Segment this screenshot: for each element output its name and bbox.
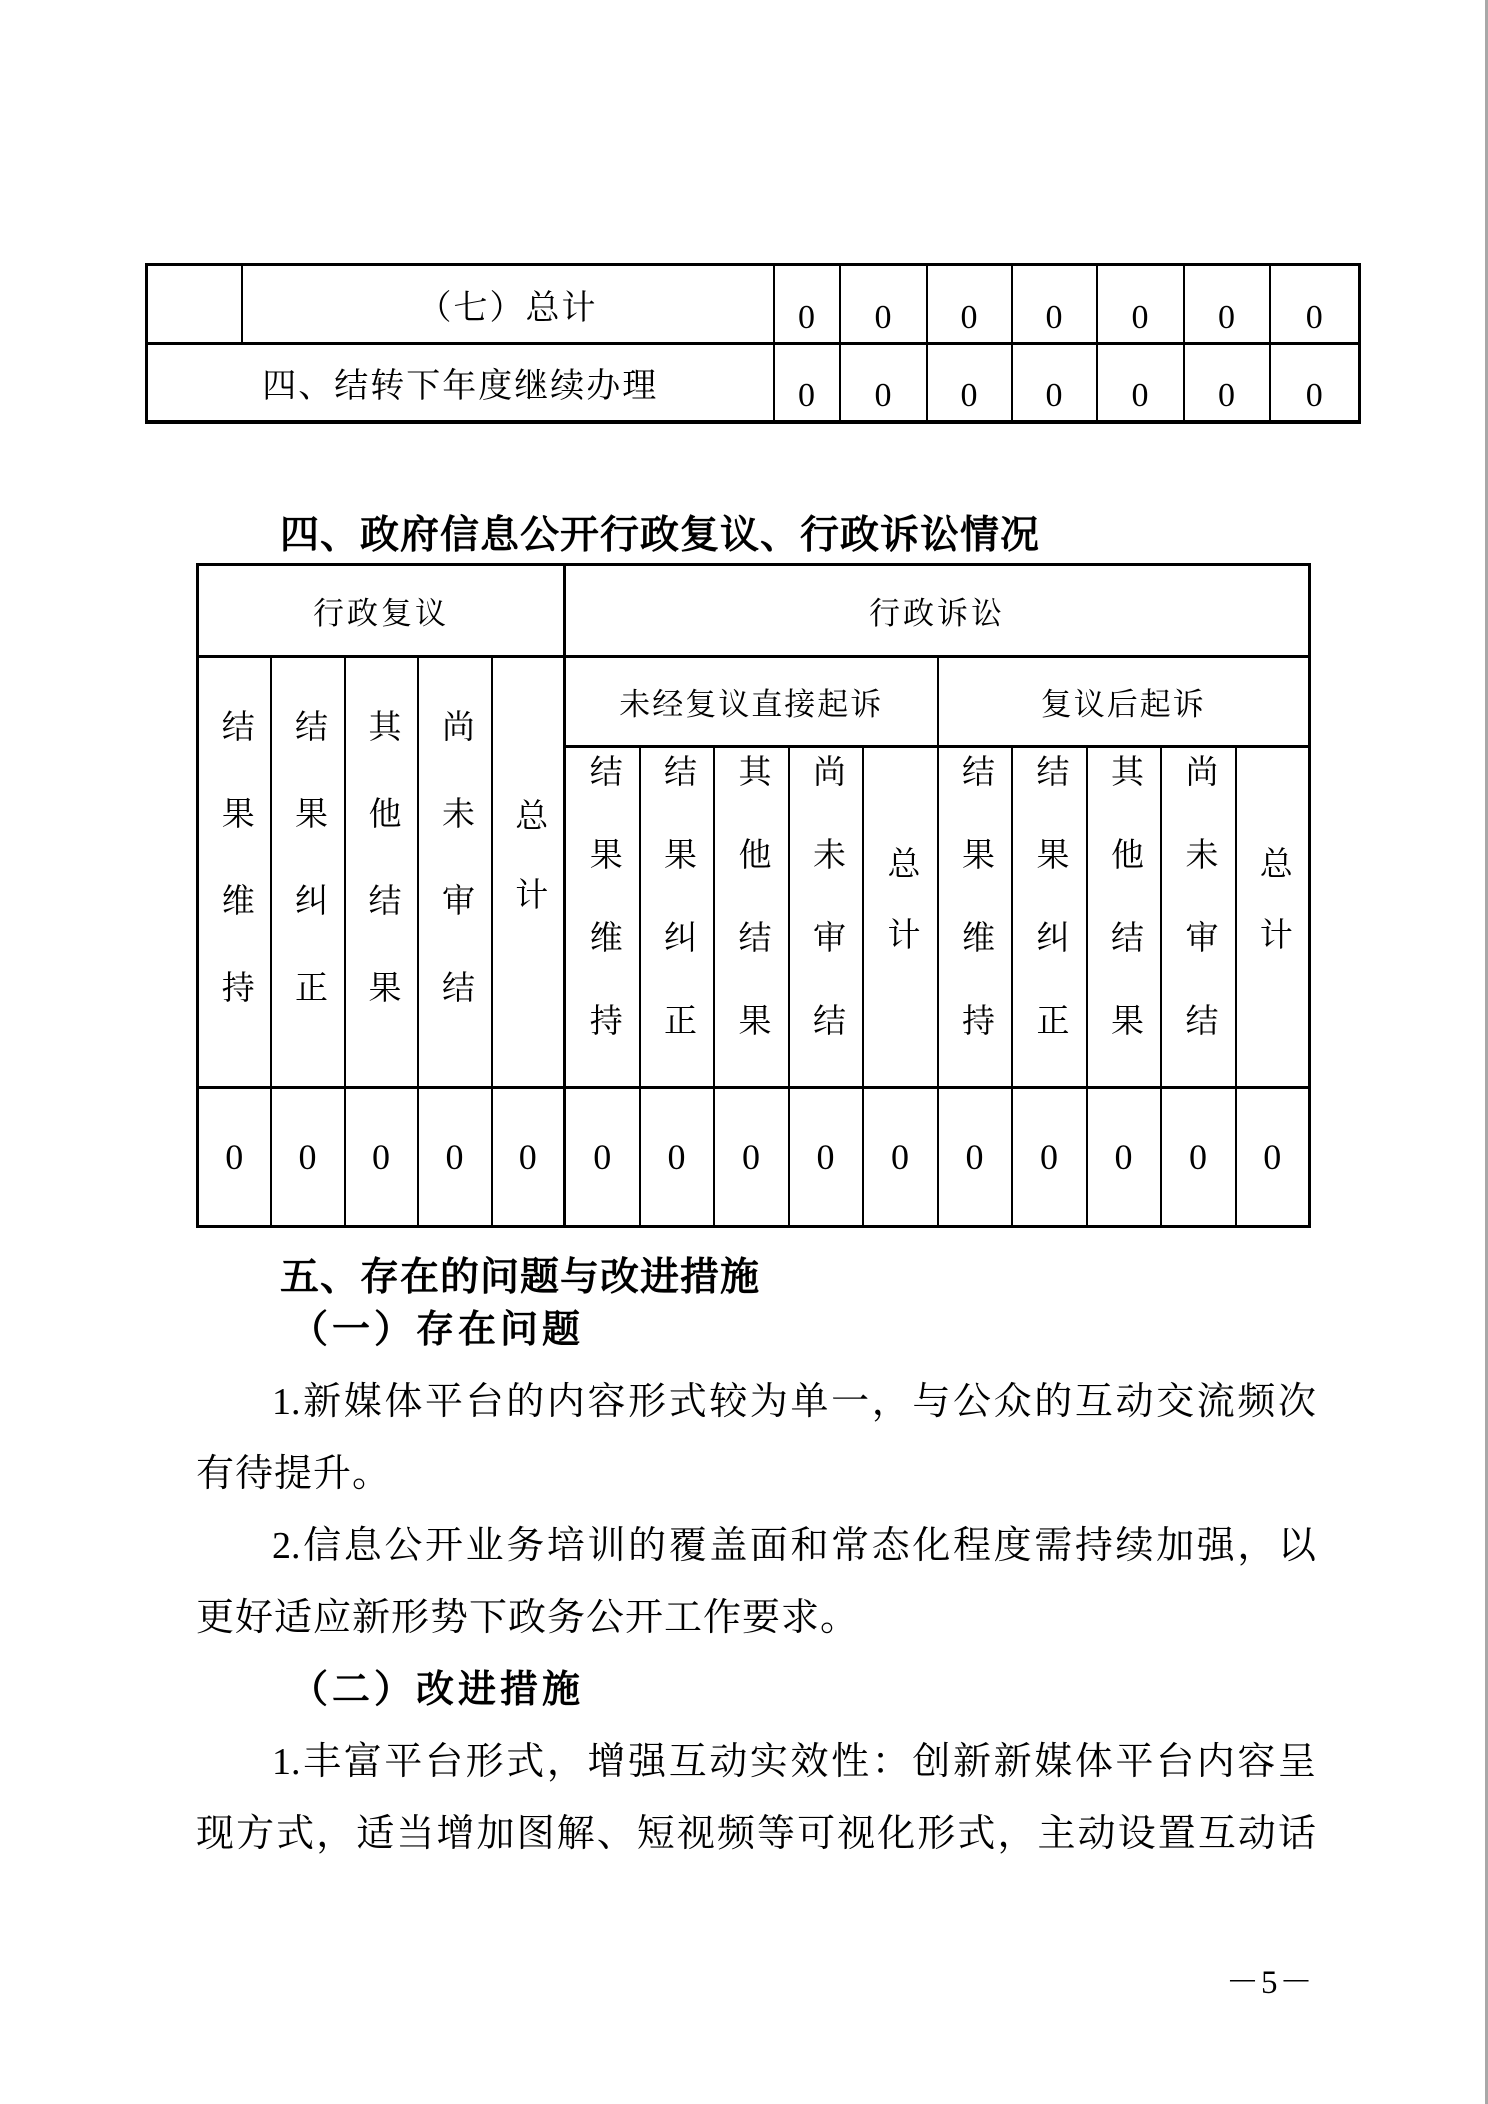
section-five-body: [196, 1294, 1316, 1870]
column-header-text: 总计: [1254, 846, 1291, 988]
column-header-vertical: [565, 747, 640, 1088]
page-number: －5－: [1226, 1965, 1315, 2001]
value-cell: 0: [1270, 265, 1360, 344]
value-cell: 0: [927, 344, 1012, 422]
column-header-text: 尚未审结: [437, 709, 473, 1057]
value-cell: 0: [1161, 1088, 1236, 1227]
body-line: 1.新媒体平台的内容形式较为单一，与公众的互动交流频次: [272, 1381, 1316, 1423]
column-header-text: 结果纠正: [290, 709, 326, 1057]
value-cell: 0: [840, 344, 927, 422]
value-cell: 0: [774, 344, 840, 422]
column-header-vertical: [418, 657, 492, 1088]
value-cell: 0: [1097, 344, 1184, 422]
value-cell: 0: [1012, 344, 1097, 422]
value-cell: 0: [1012, 1088, 1087, 1227]
body-line: 2.信息公开业务培训的覆盖面和常态化程度需持续加强，以: [272, 1525, 1316, 1567]
column-header-vertical: [789, 747, 863, 1088]
value-cell: 0: [198, 1088, 271, 1227]
value-cell: 0: [1236, 1088, 1310, 1227]
value-cell: 0: [271, 1088, 345, 1227]
column-header-vertical: [1236, 747, 1310, 1088]
value-cell: 0: [774, 265, 840, 344]
value-cell: 0: [1270, 344, 1360, 422]
column-header-text: 结果纠正: [1031, 754, 1068, 1086]
column-header-vertical: [714, 747, 789, 1088]
section-four-heading: 四、政府信息公开行政复议、行政诉讼情况: [280, 514, 1041, 557]
value-cell: 0: [1184, 265, 1270, 344]
value-cell: 0: [927, 265, 1012, 344]
column-header-text: 结果维持: [216, 709, 253, 1057]
value-cell: 0: [1012, 265, 1097, 344]
column-header-text: 结果维持: [584, 754, 621, 1086]
value-cell: 0: [714, 1088, 789, 1227]
value-cell: 0: [640, 1088, 714, 1227]
body-line: 现方式，适当增加图解、短视频等可视化形式，主动设置互动话: [196, 1813, 1316, 1855]
column-header-text: 其他结果: [1106, 754, 1142, 1086]
section-five-heading: 五、存在的问题与改进措施: [280, 1256, 761, 1299]
table-header-row: [198, 657, 1310, 747]
subgroup-header-direct: 未经复议直接起诉: [565, 657, 938, 747]
empty-cell: [147, 265, 242, 344]
column-header-text: 结果纠正: [659, 754, 695, 1086]
body-line: 1.丰富平台形式，增强互动实效性：创新新媒体平台内容呈: [272, 1741, 1316, 1783]
column-header-text: 其他结果: [363, 709, 400, 1057]
value-cell: 0: [418, 1088, 492, 1227]
value-cell: 0: [345, 1088, 418, 1227]
review-litigation-table: [196, 563, 1311, 1228]
value-cell: 0: [789, 1088, 863, 1227]
table-row: [147, 265, 1360, 344]
column-header-text: 尚未审结: [808, 754, 844, 1086]
column-header-vertical: [1012, 747, 1087, 1088]
value-cell: 0: [1184, 344, 1270, 422]
body-line: 有待提升。: [196, 1453, 392, 1495]
value-cell: 0: [863, 1088, 938, 1227]
carryover-table: [145, 263, 1361, 424]
column-header-text: 总计: [882, 846, 919, 988]
value-cell: 0: [492, 1088, 565, 1227]
column-header-vertical: [863, 747, 938, 1088]
column-header-vertical: [938, 747, 1012, 1088]
column-header-text: 其他结果: [733, 754, 770, 1086]
table-header-row: [198, 565, 1310, 657]
column-header-vertical: [198, 657, 271, 1088]
value-cell: 0: [1087, 1088, 1161, 1227]
row-label: （七）总计: [242, 265, 774, 344]
column-header-text: 总计: [510, 798, 547, 956]
column-header-vertical: [271, 657, 345, 1088]
value-cell: 0: [565, 1088, 640, 1227]
column-header-vertical: [1087, 747, 1161, 1088]
subsection-one-heading: （一）存在问题: [290, 1309, 585, 1351]
column-header-vertical: [492, 657, 565, 1088]
subgroup-header-after-review: 复议后起诉: [938, 657, 1310, 747]
column-header-text: 尚未审结: [1180, 754, 1217, 1086]
body-line: 更好适应新形势下政务公开工作要求。: [196, 1597, 860, 1639]
column-header-vertical: [345, 657, 418, 1088]
value-cell: 0: [840, 265, 927, 344]
group-header-review: 行政复议: [198, 565, 565, 657]
subsection-two-heading: （二）改进措施: [290, 1669, 585, 1711]
value-cell: 0: [1097, 265, 1184, 344]
table-data-row: [198, 1088, 1310, 1227]
table-row: [147, 344, 1360, 422]
column-header-vertical: [640, 747, 714, 1088]
column-header-vertical: [1161, 747, 1236, 1088]
value-cell: 0: [938, 1088, 1012, 1227]
row-label: 四、结转下年度继续办理: [147, 344, 774, 422]
column-header-text: 结果维持: [957, 754, 993, 1086]
group-header-litigation: 行政诉讼: [565, 565, 1310, 657]
